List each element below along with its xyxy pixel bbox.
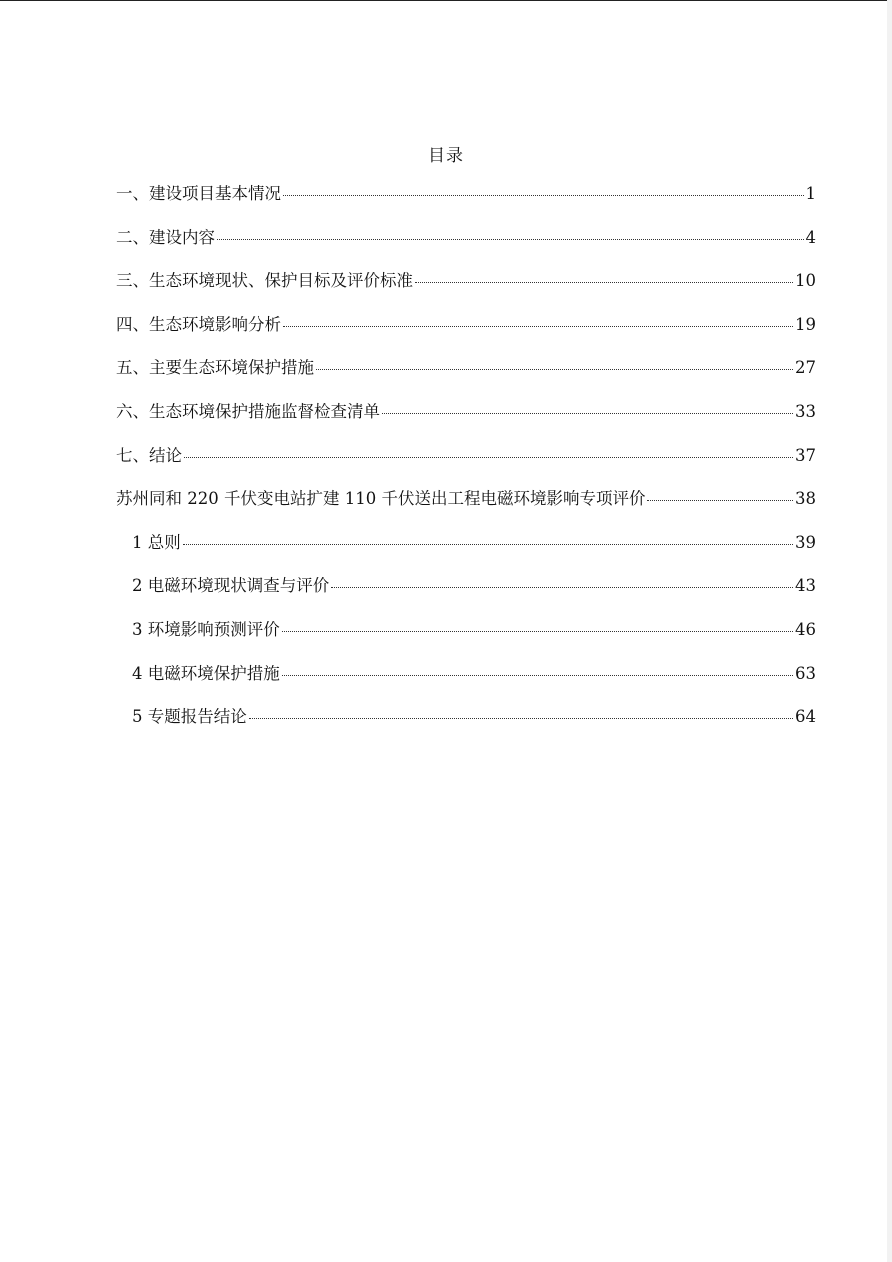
dot-leader xyxy=(282,675,793,676)
toc-entry-page: 1 xyxy=(805,184,816,203)
toc-entry-page: 63 xyxy=(795,663,816,683)
dot-leader xyxy=(282,631,793,632)
toc-entry-label: 5 专题报告结论 xyxy=(132,707,247,727)
dot-leader xyxy=(283,195,804,196)
toc-subentry[interactable] xyxy=(116,704,816,748)
toc-entry-page: 33 xyxy=(795,401,816,421)
toc-entry-label: 四、生态环境影响分析 xyxy=(116,314,281,334)
dot-leader xyxy=(331,587,793,588)
toc-entry-label: 1 总则 xyxy=(132,532,181,552)
dot-leader xyxy=(217,239,804,240)
toc-entry-label: 一、建设项目基本情况 xyxy=(116,184,281,203)
toc-entry-label: 苏州同和 220 千伏变电站扩建 110 千伏送出工程电磁环境影响专项评价 xyxy=(116,489,646,509)
dot-leader xyxy=(283,326,793,327)
toc-entry-label: 五、主要生态环境保护措施 xyxy=(116,358,314,378)
toc-entry[interactable] xyxy=(116,181,816,225)
toc-entry-page: 39 xyxy=(795,532,816,552)
toc-entry[interactable] xyxy=(116,399,816,443)
toc-entry-label: 二、建设内容 xyxy=(116,227,215,247)
toc-entry[interactable] xyxy=(116,486,816,530)
toc-entry-page: 4 xyxy=(805,227,816,247)
toc-entry-page: 38 xyxy=(795,489,816,509)
table-of-contents xyxy=(116,181,816,748)
dot-leader xyxy=(647,500,793,501)
toc-entry-page: 19 xyxy=(795,314,816,334)
toc-subentry[interactable] xyxy=(116,530,816,574)
toc-entry-page: 10 xyxy=(795,271,816,291)
toc-entry-label: 三、生态环境现状、保护目标及评价标准 xyxy=(116,271,413,291)
toc-entry-page: 37 xyxy=(795,445,816,465)
toc-entry-label: 3 环境影响预测评价 xyxy=(132,619,280,639)
toc-entry-label: 4 电磁环境保护措施 xyxy=(132,663,280,683)
dot-leader xyxy=(249,718,793,719)
toc-entry-label: 2 电磁环境现状调查与评价 xyxy=(132,576,330,596)
toc-entry[interactable] xyxy=(116,443,816,487)
dot-leader xyxy=(183,544,793,545)
toc-entry-page: 46 xyxy=(795,619,816,639)
toc-entry[interactable] xyxy=(116,268,816,312)
toc-entry-page: 43 xyxy=(795,576,816,596)
toc-subentry[interactable] xyxy=(116,661,816,705)
toc-entry[interactable] xyxy=(116,355,816,399)
toc-entry-page: 27 xyxy=(795,358,816,378)
toc-entry[interactable] xyxy=(116,225,816,269)
toc-entry-label: 七、结论 xyxy=(116,445,182,465)
page-right-edge xyxy=(887,0,892,1262)
dot-leader xyxy=(382,413,793,414)
toc-entry[interactable] xyxy=(116,312,816,356)
toc-entry-label: 六、生态环境保护措施监督检查清单 xyxy=(116,401,380,421)
toc-subentry[interactable] xyxy=(116,617,816,661)
dot-leader xyxy=(316,369,793,370)
dot-leader xyxy=(415,282,793,283)
dot-leader xyxy=(184,457,793,458)
toc-title: 目录 xyxy=(428,146,464,166)
page-top-border xyxy=(0,0,892,1)
toc-subentry[interactable] xyxy=(116,573,816,617)
toc-entry-page: 64 xyxy=(795,707,816,727)
